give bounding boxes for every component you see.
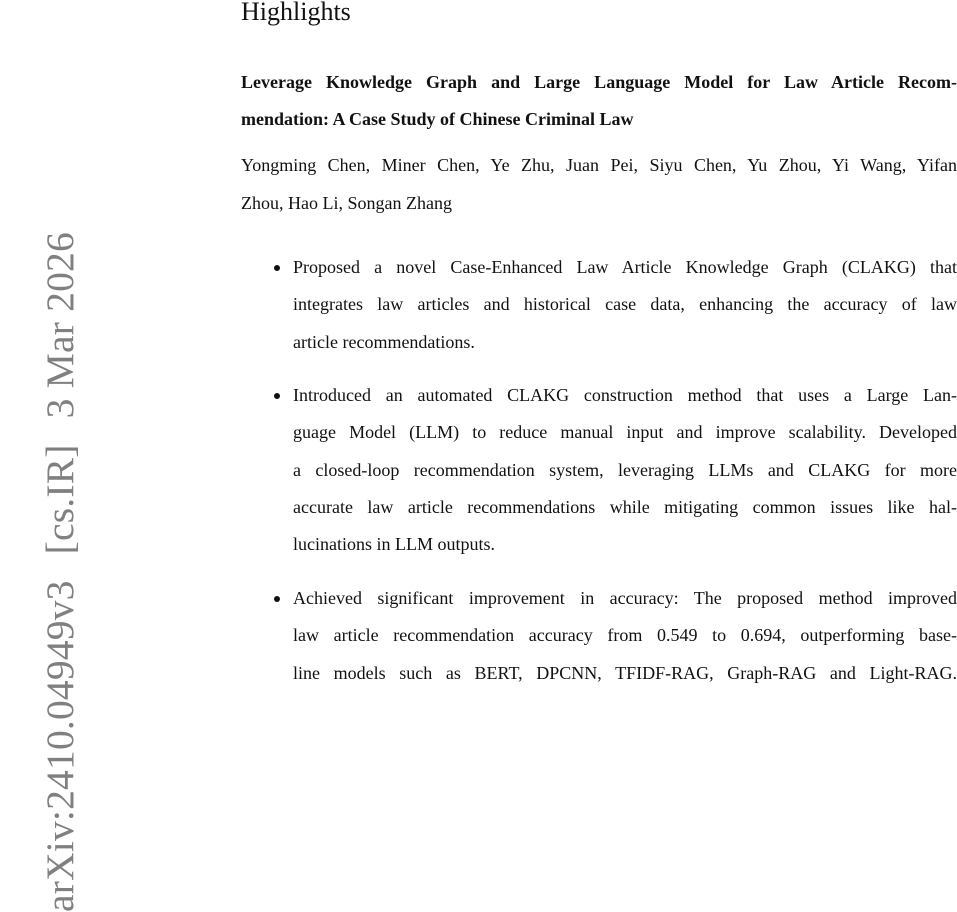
- author-list: [241, 146, 957, 222]
- bullet-icon: [274, 265, 280, 271]
- highlight-line: accurate law article recommendations while mitigating common issues like hal-: [293, 496, 957, 517]
- arxiv-id: arXiv:2410.04949v3: [38, 580, 82, 912]
- bullet-icon: [274, 596, 280, 602]
- paper-title: [241, 64, 957, 138]
- paper-title-line: Leverage Knowledge Graph and Large Language Model for Law Article Recom-: [241, 72, 957, 92]
- arxiv-category: [cs.IR]: [38, 444, 82, 555]
- author-line: Zhou, Hao Li, Songan Zhang: [241, 193, 452, 213]
- arxiv-date: 3 Mar 2026: [38, 232, 82, 419]
- highlight-line: law article recommendation accuracy from 0.549 to 0.694, outperforming base-: [293, 625, 957, 646]
- arxiv-stamp-text: [40, 232, 80, 912]
- highlight-line: line models such as BERT, DPCNN, TFIDF-RAG, Graph-RAG and Light-RAG.: [293, 662, 957, 683]
- highlight-line: integrates law articles and historical case data, enhancing the accuracy of law: [293, 294, 957, 315]
- highlight-line: Introduced an automated CLAKG construction method that uses a Large Lan-: [293, 385, 957, 405]
- highlight-item: [293, 377, 957, 563]
- highlight-line: Proposed a novel Case-Enhanced Law Article Knowledge Graph (CLAKG) that: [293, 257, 957, 277]
- highlight-line: Achieved significant improvement in accuracy: The proposed method improved: [293, 588, 957, 608]
- highlight-item: [293, 249, 957, 361]
- arxiv-sidebar-stamp: [0, 0, 82, 912]
- highlight-line: guage Model (LLM) to reduce manual input and improve scalability. Developed: [293, 422, 957, 443]
- page-heading: Highlights: [241, 0, 351, 26]
- highlight-line: article recommendations.: [293, 331, 475, 352]
- highlight-line: lucinations in LLM outputs.: [293, 534, 495, 555]
- highlight-item: [293, 580, 957, 692]
- bullet-icon: [274, 393, 280, 399]
- highlight-line: a closed-loop recommendation system, leveraging LLMs and CLAKG for more: [293, 459, 957, 480]
- author-line: Yongming Chen, Miner Chen, Ye Zhu, Juan Pei, Siyu Chen, Yu Zhou, Yi Wang, Yifan: [241, 155, 957, 175]
- paper-title-line: mendation: A Case Study of Chinese Criminal Law: [241, 109, 634, 129]
